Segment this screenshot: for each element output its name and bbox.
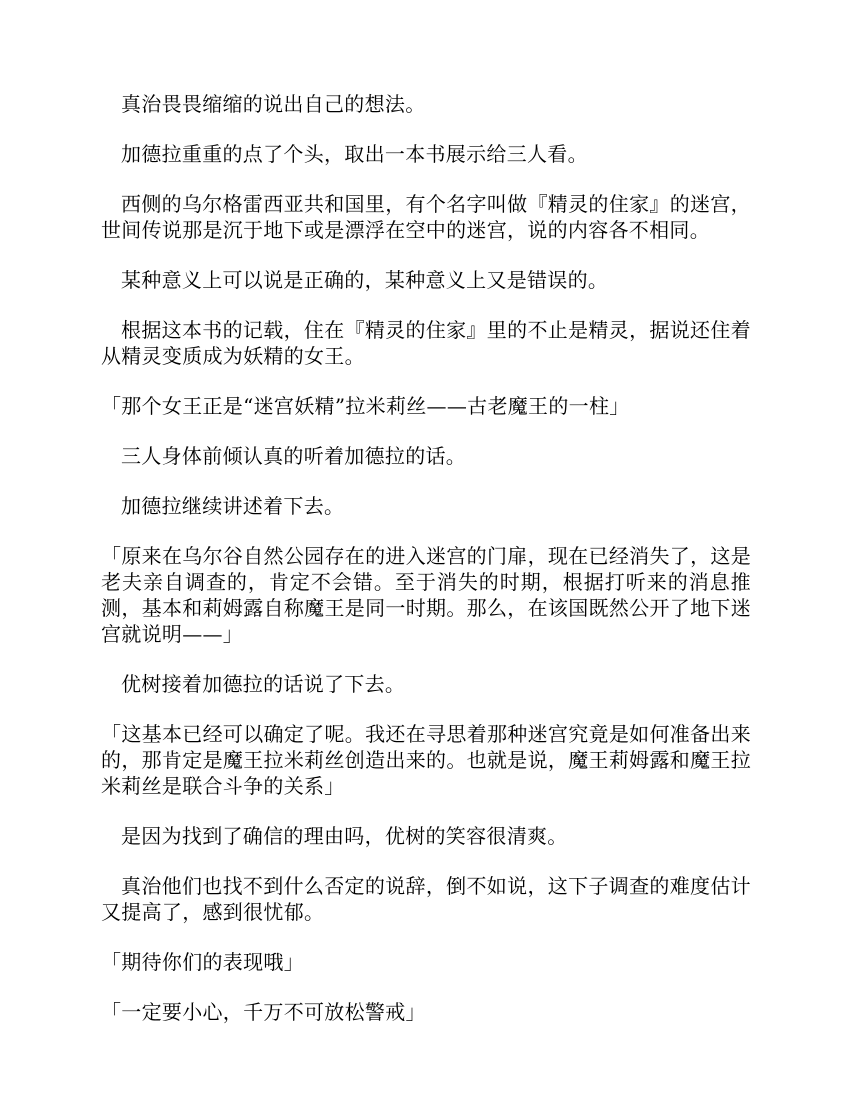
paragraph: 真治畏畏缩缩的说出自己的想法。: [121, 92, 426, 116]
paragraph: 西侧的乌尔格雷西亚共和国里，有个名字叫做『精灵的住家』的迷宫，世间传说那是沉于地下或是漂浮在空中的迷宫，说的内容各不相同。: [101, 192, 751, 242]
paragraph: 三人身体前倾认真的听着加德拉的话。: [121, 444, 467, 468]
paragraph: 真治他们也找不到什么否定的说辞，倒不如说，这下子调查的难度估计又提高了，感到很忧郁。: [101, 874, 751, 924]
paragraph: 加德拉继续讲述着下去。: [121, 494, 345, 518]
dialogue-paragraph: 「那个女王正是“迷宫妖精”拉米莉丝——古老魔王的一柱」: [101, 394, 630, 418]
paragraph: 根据这本书的记载，住在『精灵的住家』里的不止是精灵，据说还住着从精灵变质成为妖精的女王。: [101, 318, 751, 368]
paragraph: 是因为找到了确信的理由吗，优树的笑容很清爽。: [121, 824, 568, 848]
document-page: [101, 91, 751, 1049]
paragraph: 优树接着加德拉的话说了下去。: [121, 672, 406, 696]
dialogue-paragraph: 「期待你们的表现哦」: [101, 950, 304, 974]
paragraph: 加德拉重重的点了个头，取出一本书展示给三人看。: [121, 142, 588, 166]
dialogue-paragraph: 「原来在乌尔谷自然公园存在的进入迷宫的门扉，现在已经消失了，这是老夫亲自调查的，肯定不会错。至于消失的时期，根据打听来的消息推测，基本和莉姆露自称魔王是同一时期。那么，在该国既然公开了地下迷宫就说明——」: [101, 544, 751, 646]
paragraph: 某种意义上可以说是正确的，某种意义上又是错误的。: [121, 268, 609, 292]
dialogue-paragraph: 「这基本已经可以确定了呢。我还在寻思着那种迷宫究竟是如何准备出来的，那肯定是魔王拉米莉丝创造出来的。也就是说，魔王莉姆露和魔王拉米莉丝是联合斗争的关系」: [101, 722, 751, 798]
dialogue-paragraph: 「一定要小心，千万不可放松警戒」: [101, 1000, 426, 1024]
